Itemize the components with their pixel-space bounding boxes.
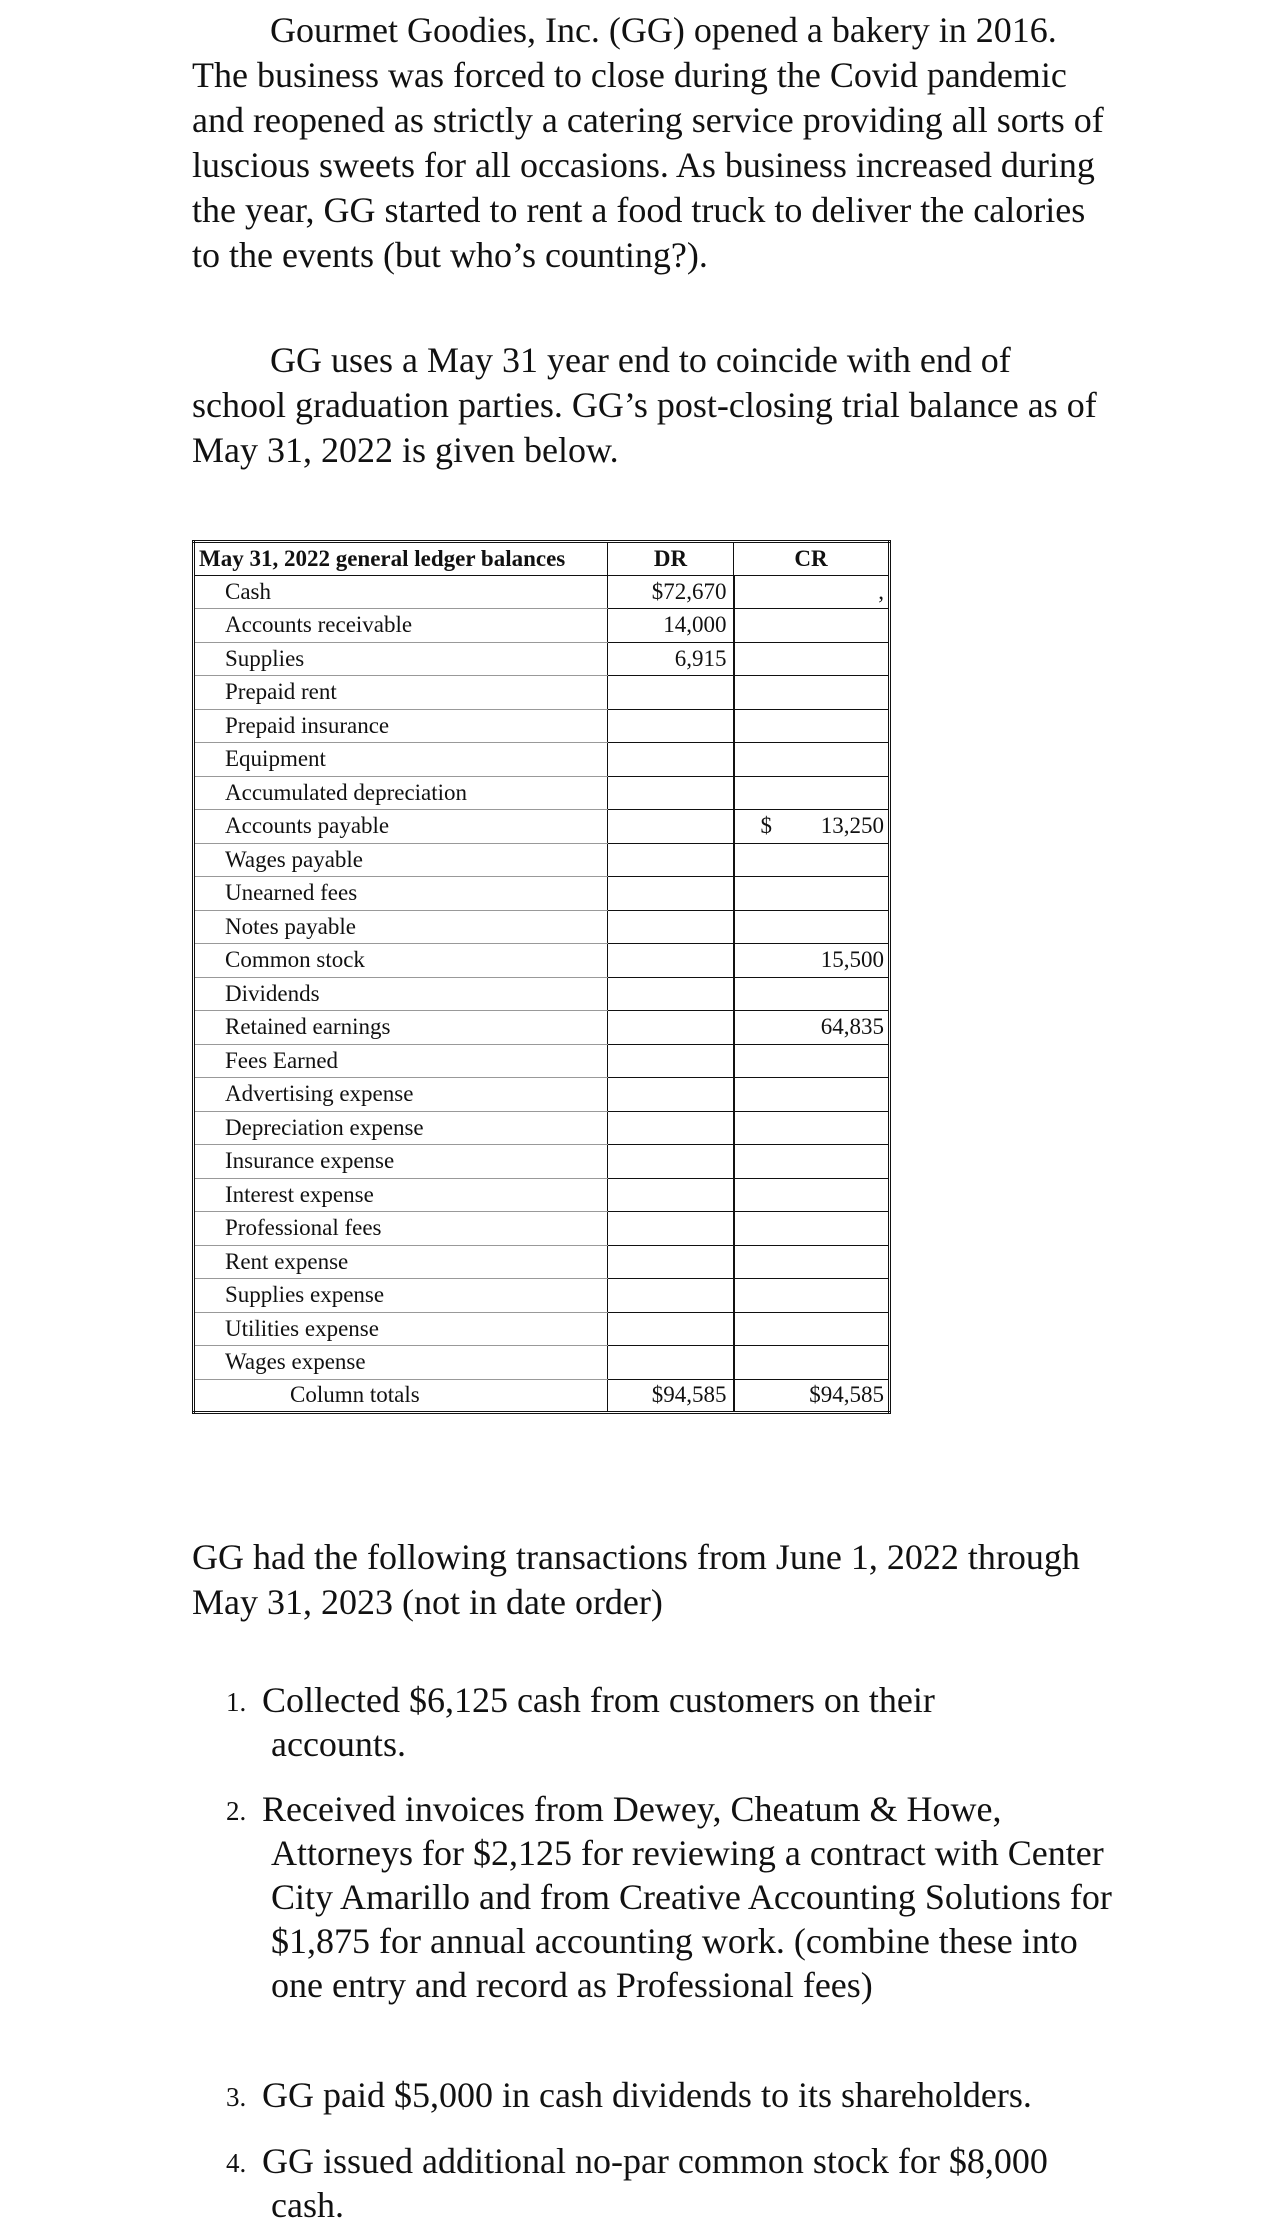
ledger-dr-value: [608, 910, 734, 944]
ledger-header-cr: CR: [734, 542, 890, 576]
ledger-dr-value: [608, 1245, 734, 1279]
ledger-account-name: Wages payable: [194, 843, 608, 877]
ledger-row: [194, 810, 890, 844]
ledger-row: [194, 1178, 890, 1212]
ledger-dr-value: [608, 1145, 734, 1179]
ledger-dr-value: [608, 810, 734, 844]
ledger-cr-cell: [734, 910, 890, 944]
ledger-row: [194, 709, 890, 743]
ledger-account-name: Professional fees: [194, 1212, 608, 1246]
transaction-item: [226, 1678, 1126, 1766]
ledger-header-dr: DR: [608, 542, 734, 576]
ledger-account-name: Accounts receivable: [194, 609, 608, 643]
ledger-table: [192, 540, 891, 1414]
intro-paragraph-1-text: Gourmet Goodies, Inc. (GG) opened a bakery in 2016. The business was forced to close during the Covid pandemic and reopened as strictly a catering service providing all sorts of luscious sweets for all occasions. As business increased during the year, GG started to rent a food truck to deliver the calories to the events (but who’s counting?).: [192, 10, 1104, 275]
ledger-totals-label: Column totals: [194, 1379, 608, 1413]
ledger-cr-cell: [734, 944, 890, 978]
ledger-row: [194, 910, 890, 944]
ledger-account-name: Cash: [194, 575, 608, 609]
ledger-cr-value: $94,585: [809, 1382, 884, 1408]
ledger-dr-value: [608, 743, 734, 777]
transaction-text-first: Collected $6,125 cash from customers on their: [262, 1680, 935, 1720]
ledger-row: [194, 676, 890, 710]
ledger-cr-cell: [734, 877, 890, 911]
ledger-row: [194, 1312, 890, 1346]
ledger-cr-cell: [734, 743, 890, 777]
transaction-number: 1.: [226, 1687, 247, 1717]
ledger-cr-cell: [734, 1212, 890, 1246]
intro-paragraph-2: [192, 338, 1112, 473]
transaction-number: 3.: [226, 2082, 247, 2112]
ledger-cr-cell: [734, 1111, 890, 1145]
ledger-cr-cell: [734, 1346, 890, 1380]
ledger-dr-value: 14,000: [608, 609, 734, 643]
ledger-dr-value: [608, 1044, 734, 1078]
ledger-cr-cell: [734, 1078, 890, 1112]
ledger-dr-value: [608, 676, 734, 710]
ledger-row: [194, 1078, 890, 1112]
ledger-dr-value: [608, 1178, 734, 1212]
transaction-number: 4.: [226, 2148, 247, 2178]
ledger-row: [194, 575, 890, 609]
ledger-dr-value: [608, 1111, 734, 1145]
ledger-account-name: Equipment: [194, 743, 608, 777]
ledger-cr-cell: [734, 709, 890, 743]
transactions-intro: GG had the following transactions from June 1, 2022 through May 31, 2023 (not in date order): [192, 1537, 1080, 1622]
ledger-account-name: Prepaid rent: [194, 676, 608, 710]
ledger-dr-value: [608, 877, 734, 911]
ledger-dr-value: [608, 1279, 734, 1313]
ledger-account-name: Retained earnings: [194, 1011, 608, 1045]
ledger-cr-cell: [734, 676, 890, 710]
ledger-row: [194, 1111, 890, 1145]
transaction-number: 2.: [226, 1796, 247, 1826]
ledger-row: [194, 977, 890, 1011]
ledger-cr-cell: [734, 1379, 890, 1413]
ledger-cr-value: ,: [878, 578, 884, 604]
ledger-cr-cell: [734, 609, 890, 643]
ledger-dr-value: $94,585: [608, 1379, 734, 1413]
ledger-row: [194, 1212, 890, 1246]
ledger-cr-cell: [734, 1178, 890, 1212]
ledger-row: [194, 1011, 890, 1045]
ledger-account-name: Utilities expense: [194, 1312, 608, 1346]
ledger-cr-cell: [734, 776, 890, 810]
ledger-cr-value: 64,835: [820, 1014, 884, 1040]
transaction-text-first: GG paid $5,000 in cash dividends to its shareholders.: [262, 2075, 1032, 2115]
ledger-cr-currency-symbol: $: [760, 813, 772, 839]
ledger-account-name: Accounts payable: [194, 810, 608, 844]
ledger-header-account: May 31, 2022 general ledger balances: [194, 542, 608, 576]
ledger-account-name: Notes payable: [194, 910, 608, 944]
ledger-dr-value: [608, 1011, 734, 1045]
ledger-cr-cell: [734, 1145, 890, 1179]
ledger-dr-value: [608, 1312, 734, 1346]
ledger-row: [194, 609, 890, 643]
ledger-body: [194, 575, 890, 1413]
transaction-text-first: Received invoices from Dewey, Cheatum & Howe,: [262, 1789, 1002, 1829]
ledger-cr-cell: [734, 1044, 890, 1078]
ledger-cr-cell: [734, 1279, 890, 1313]
ledger-account-name: Depreciation expense: [194, 1111, 608, 1145]
ledger-account-name: Supplies expense: [194, 1279, 608, 1313]
ledger-row: [194, 1346, 890, 1380]
ledger-dr-value: [608, 1078, 734, 1112]
transaction-text-rest: Attorneys for $2,125 for reviewing a contract with Center City Amarillo and from Creative Accounting Solutions for $1,875 for annual accounting work. (combine these into one entry and record as Professional fees): [271, 1833, 1112, 2005]
ledger-cr-cell: [734, 575, 890, 609]
ledger-dr-value: [608, 776, 734, 810]
ledger-cr-cell: [734, 1245, 890, 1279]
ledger-account-name: Wages expense: [194, 1346, 608, 1380]
ledger-row: [194, 877, 890, 911]
ledger-account-name: Interest expense: [194, 1178, 608, 1212]
ledger-cr-cell: [734, 1011, 890, 1045]
ledger-cr-cell: [734, 843, 890, 877]
ledger-row: [194, 1044, 890, 1078]
ledger-totals-row: [194, 1379, 890, 1413]
ledger-dr-value: [608, 944, 734, 978]
ledger-account-name: Dividends: [194, 977, 608, 1011]
transaction-text-rest: cash.: [271, 2185, 344, 2225]
ledger-dr-value: [608, 977, 734, 1011]
ledger-account-name: Rent expense: [194, 1245, 608, 1279]
ledger-dr-value: 6,915: [608, 642, 734, 676]
ledger-account-name: Advertising expense: [194, 1078, 608, 1112]
ledger-dr-value: $72,670: [608, 575, 734, 609]
ledger-account-name: Prepaid insurance: [194, 709, 608, 743]
ledger-row: [194, 843, 890, 877]
ledger-row: [194, 1145, 890, 1179]
transaction-text-rest: accounts.: [271, 1724, 406, 1764]
ledger-dr-value: [608, 843, 734, 877]
ledger-row: [194, 1279, 890, 1313]
ledger-account-name: Supplies: [194, 642, 608, 676]
ledger-dr-value: [608, 709, 734, 743]
ledger-row: [194, 642, 890, 676]
ledger-row: [194, 743, 890, 777]
ledger-account-name: Accumulated depreciation: [194, 776, 608, 810]
ledger-row: [194, 944, 890, 978]
ledger-cr-cell: [734, 642, 890, 676]
transaction-item: [226, 2139, 1126, 2227]
ledger-row: [194, 776, 890, 810]
intro-paragraph-2-text: GG uses a May 31 year end to coincide with end of school graduation parties. GG’s post-closing trial balance as of May 31, 2022 is given below.: [192, 340, 1097, 470]
ledger-header-row: [194, 542, 890, 576]
ledger-cr-value: 13,250: [820, 813, 884, 839]
ledger-dr-value: [608, 1346, 734, 1380]
intro-paragraph-1: [192, 8, 1112, 278]
transaction-text-first: GG issued additional no-par common stock for $8,000: [262, 2141, 1048, 2181]
ledger-row: [194, 1245, 890, 1279]
ledger-cr-value: 15,500: [820, 947, 884, 973]
ledger-cr-cell: [734, 1312, 890, 1346]
transaction-item: [226, 2073, 1126, 2117]
ledger-account-name: Common stock: [194, 944, 608, 978]
ledger-account-name: Unearned fees: [194, 877, 608, 911]
ledger-cr-cell: [734, 810, 890, 844]
ledger-account-name: Fees Earned: [194, 1044, 608, 1078]
ledger-account-name: Insurance expense: [194, 1145, 608, 1179]
transaction-item: [226, 1787, 1126, 2007]
ledger-dr-value: [608, 1212, 734, 1246]
ledger-cr-cell: [734, 977, 890, 1011]
